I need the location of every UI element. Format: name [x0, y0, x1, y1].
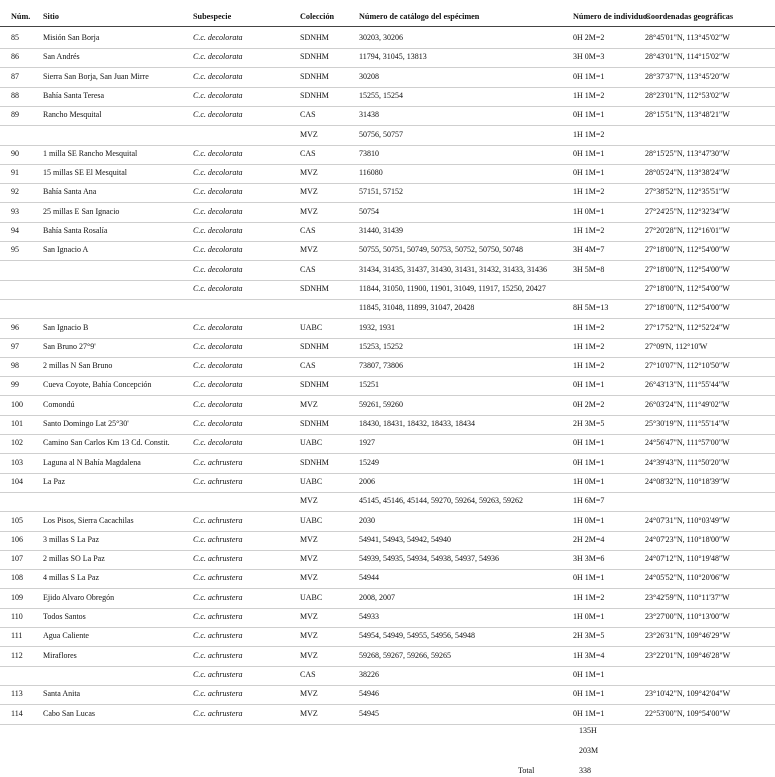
cell-coleccion: SDNHM [300, 90, 329, 100]
cell-catalogo: 15251 [359, 380, 379, 390]
table-header [0, 12, 775, 27]
cell-coleccion: CAS [300, 264, 316, 274]
cell-subespecie: C.c. decolorata [193, 419, 243, 428]
cell-catalogo: 15249 [359, 457, 379, 467]
cell-coleccion: MVZ [300, 612, 318, 621]
cell-catalogo: 2008, 2007 [359, 592, 395, 602]
cell-num: 99 [11, 380, 19, 390]
cell-sitio: Bahía Santa Ana [43, 187, 97, 197]
cell-coordenadas: 28°15'51"N, 113°48'21"W [645, 110, 730, 120]
cell-coordenadas: 24°56'47"N, 111°57'00"W [645, 438, 730, 448]
table-row [0, 550, 775, 570]
cell-catalogo: 2030 [359, 515, 375, 525]
cell-num: 102 [11, 438, 23, 448]
table-row [0, 531, 775, 551]
cell-catalogo: 54941, 54943, 54942, 54940 [359, 534, 451, 544]
cell-subespecie: C.c. achrustera [193, 534, 243, 544]
cell-catalogo: 50754 [359, 206, 379, 216]
cell-subespecie: C.c. decolorata [193, 341, 243, 351]
cell-coordenadas: 27°18'00"N, 112°54'00"W [645, 283, 730, 293]
cell-num: 103 [11, 457, 23, 467]
cell-catalogo: 31434, 31435, 31437, 31430, 31431, 31432, 31433, 31436 [359, 264, 547, 274]
cell-catalogo: 31440, 31439 [359, 226, 403, 235]
cell-catalogo: 11845, 31048, 11899, 31047, 20428 [359, 303, 475, 313]
cell-catalogo: 54939, 54935, 54934, 54938, 54937, 54936 [359, 554, 499, 564]
cell-num: 113 [11, 689, 23, 699]
cell-individuos: 2H 3M=5 [573, 631, 605, 641]
cell-individuos: 1H 1M=2 [573, 226, 605, 235]
cell-individuos: 3H 5M=8 [573, 264, 605, 274]
cell-individuos: 1H 3M=4 [573, 650, 605, 660]
cell-individuos: 1H 1M=2 [573, 90, 605, 100]
header-sitio: Sitio [43, 12, 59, 21]
cell-num: 92 [11, 187, 19, 197]
cell-subespecie: C.c. achrustera [193, 708, 243, 718]
cell-subespecie: C.c. decolorata [193, 90, 243, 100]
cell-coordenadas: 28°15'25"N, 113°47'30"W [645, 148, 730, 158]
cell-subespecie: C.c. achrustera [193, 592, 243, 602]
cell-individuos: 2H 2M=4 [573, 534, 605, 544]
cell-individuos: 1H 6M=7 [573, 496, 605, 506]
cell-individuos: 0H 1M=1 [573, 110, 605, 120]
cell-num: 105 [11, 515, 23, 525]
cell-sitio: 2 millas N San Bruno [43, 361, 113, 371]
cell-sitio: Cabo San Lucas [43, 708, 95, 718]
cell-coordenadas: 24°08'32"N, 110°18'39"W [645, 476, 730, 486]
cell-num: 106 [11, 534, 23, 544]
cell-catalogo: 15255, 15254 [359, 90, 403, 100]
cell-subespecie: C.c. decolorata [193, 322, 243, 332]
cell-coordenadas: 23°22'01"N, 109°46'28"W [645, 650, 731, 660]
cell-subespecie: C.c. decolorata [193, 245, 243, 255]
cell-coleccion: MVZ [300, 168, 318, 178]
table-row [0, 357, 775, 377]
header-num: Núm. [11, 12, 31, 21]
cell-num: 109 [11, 592, 23, 602]
cell-coordenadas: 23°27'00"N, 110°13'00"W [645, 612, 730, 621]
cell-sitio: San Andrés [43, 52, 80, 62]
table-row [0, 29, 775, 49]
cell-coordenadas: 27°24'25"N, 112°32'34"W [645, 206, 730, 216]
cell-coordenadas: 23°42'59"N, 110°11'37"W [645, 592, 730, 602]
cell-coleccion: UABC [300, 592, 323, 602]
cell-num: 94 [11, 226, 19, 235]
cell-individuos: 0H 1M=1 [573, 71, 605, 81]
table-row [0, 68, 775, 88]
header-catalogo: Número de catálogo del espécimen [359, 12, 480, 21]
cell-subespecie: C.c. decolorata [193, 226, 243, 235]
table-row [0, 569, 775, 589]
cell-coordenadas: 24°07'12"N, 110°19'48"W [645, 554, 730, 564]
cell-sitio: Todos Santos [43, 612, 86, 621]
cell-coleccion: MVZ [300, 245, 318, 255]
cell-individuos: 0H 1M=1 [573, 380, 605, 390]
cell-individuos: 1H 1M=2 [573, 129, 605, 139]
cell-individuos: 0H 1M=1 [573, 438, 605, 448]
table-row [0, 454, 775, 474]
cell-subespecie: C.c. decolorata [193, 361, 243, 371]
table-row [0, 434, 775, 454]
table-row [0, 241, 775, 261]
cell-num: 95 [11, 245, 19, 255]
cell-coleccion: CAS [300, 669, 316, 679]
cell-sitio: Bahía Santa Teresa [43, 90, 105, 100]
table-row [0, 183, 775, 203]
table-row [0, 492, 775, 512]
table-row [0, 87, 775, 107]
cell-coordenadas: 26°03'24"N, 111°49'02"W [645, 399, 730, 409]
cell-subespecie: C.c. achrustera [193, 689, 243, 699]
cell-individuos: 1H 0M=1 [573, 206, 605, 216]
cell-individuos: 0H 1M=1 [573, 168, 605, 178]
cell-subespecie: C.c. decolorata [193, 283, 243, 293]
cell-individuos: 1H 1M=2 [573, 361, 605, 371]
cell-sitio: Misión San Borja [43, 33, 100, 42]
cell-coleccion: MVZ [300, 554, 318, 564]
cell-catalogo: 15253, 15252 [359, 341, 403, 351]
cell-coordenadas: 28°43'01"N, 114°15'02"W [645, 52, 730, 62]
table-row [0, 203, 775, 223]
cell-sitio: Laguna al N Bahía Magdalena [43, 457, 141, 467]
cell-individuos: 0H 2M=2 [573, 399, 605, 409]
cell-individuos: 0H 2M=2 [573, 33, 605, 42]
table-row [0, 647, 775, 667]
cell-coleccion: SDNHM [300, 52, 329, 62]
cell-individuos: 3H 4M=7 [573, 245, 605, 255]
cell-coordenadas: 28°37'37"N, 113°45'20"W [645, 71, 730, 81]
table-row [0, 512, 775, 532]
cell-num: 96 [11, 322, 19, 332]
cell-sitio: Bahía Santa Rosalía [43, 226, 108, 235]
cell-catalogo: 1927 [359, 438, 375, 448]
cell-coleccion: MVZ [300, 689, 318, 699]
cell-individuos: 1H 0M=1 [573, 515, 605, 525]
cell-catalogo: 59268, 59267, 59266, 59265 [359, 650, 451, 660]
cell-num: 88 [11, 90, 19, 100]
cell-catalogo: 31438 [359, 110, 379, 120]
cell-coleccion: SDNHM [300, 457, 329, 467]
cell-sitio: Los Pisos, Sierra Cacachilas [43, 515, 134, 525]
cell-num: 93 [11, 206, 19, 216]
cell-catalogo: 54933 [359, 612, 379, 621]
cell-coordenadas: 24°39'43"N, 111°50'20"W [645, 457, 730, 467]
cell-coleccion: UABC [300, 476, 323, 486]
cell-num: 85 [11, 33, 19, 42]
cell-catalogo: 73810 [359, 148, 379, 158]
cell-catalogo: 57151, 57152 [359, 187, 403, 197]
cell-sitio: San Ignacio A [43, 245, 89, 255]
table-row [0, 319, 775, 339]
cell-num: 111 [11, 631, 23, 641]
cell-coordenadas: 27°18'00"N, 112°54'00"W [645, 245, 730, 255]
table-row [0, 280, 775, 300]
cell-coleccion: MVZ [300, 573, 318, 583]
cell-catalogo: 38226 [359, 669, 379, 679]
table-row [0, 685, 775, 705]
cell-catalogo: 1932, 1931 [359, 322, 395, 332]
cell-catalogo: 18430, 18431, 18432, 18433, 18434 [359, 419, 475, 428]
cell-coordenadas: 27°17'52"N, 112°52'24"W [645, 322, 730, 332]
cell-catalogo: 73807, 73806 [359, 361, 403, 371]
cell-subespecie: C.c. achrustera [193, 612, 243, 621]
cell-individuos: 0H 1M=1 [573, 669, 605, 679]
cell-individuos: 1H 1M=2 [573, 322, 605, 332]
cell-coordenadas: 28°23'01"N, 112°53'02"W [645, 90, 730, 100]
cell-coleccion: SDNHM [300, 283, 329, 293]
total-label: Total [518, 766, 535, 775]
table-row [0, 608, 775, 628]
cell-subespecie: C.c. decolorata [193, 52, 243, 62]
cell-coordenadas: 23°26'31"N, 109°46'29"W [645, 631, 731, 641]
cell-coordenadas: 25°30'19"N, 111°55'14"W [645, 419, 730, 428]
cell-catalogo: 59261, 59260 [359, 399, 403, 409]
cell-subespecie: C.c. decolorata [193, 168, 243, 178]
cell-subespecie: C.c. achrustera [193, 457, 243, 467]
cell-coleccion: CAS [300, 226, 316, 235]
cell-subespecie: C.c. achrustera [193, 631, 243, 641]
cell-subespecie: C.c. decolorata [193, 71, 243, 81]
cell-catalogo: 54946 [359, 689, 379, 699]
cell-sitio: Sierra San Borja, San Juan Mirre [43, 71, 149, 81]
cell-catalogo: 11794, 31045, 13813 [359, 52, 427, 62]
cell-coleccion: UABC [300, 322, 323, 332]
table-row [0, 164, 775, 184]
cell-catalogo: 2006 [359, 476, 375, 486]
cell-subespecie: C.c. achrustera [193, 573, 243, 583]
cell-individuos: 0H 1M=1 [573, 148, 605, 158]
cell-num: 91 [11, 168, 19, 178]
table-row [0, 126, 775, 146]
cell-catalogo: 45145, 45146, 45144, 59270, 59264, 59263, 59262 [359, 496, 523, 506]
cell-coleccion: CAS [300, 361, 316, 371]
cell-coordenadas: 26°43'13"N, 111°55'44"W [645, 380, 730, 390]
cell-coordenadas: 27°18'00"N, 112°54'00"W [645, 264, 730, 274]
cell-subespecie: C.c. decolorata [193, 148, 243, 158]
cell-sitio: 15 millas SE El Mesquital [43, 168, 127, 178]
cell-num: 112 [11, 650, 23, 660]
cell-num: 107 [11, 554, 23, 564]
cell-catalogo: 30208 [359, 71, 379, 81]
cell-catalogo: 116080 [359, 168, 383, 178]
table-row [0, 396, 775, 416]
cell-sitio: Miraflores [43, 650, 77, 660]
header-subespecie: Subespecie [193, 12, 232, 21]
table-row [0, 627, 775, 647]
cell-subespecie: C.c. decolorata [193, 187, 243, 197]
cell-num: 90 [11, 148, 19, 158]
table-row [0, 338, 775, 358]
cell-coleccion: MVZ [300, 650, 318, 660]
cell-coordenadas: 22°53'00"N, 109°54'00"W [645, 708, 731, 718]
cell-catalogo: 11844, 31050, 11900, 11901, 31049, 11917, 15250, 20427 [359, 283, 546, 293]
cell-sitio: San Bruno 27°9' [43, 341, 96, 351]
cell-coordenadas: 27°38'52"N, 112°35'51"W [645, 187, 730, 197]
cell-sitio: 1 milla SE Rancho Mesquital [43, 148, 138, 158]
cell-coleccion: MVZ [300, 399, 318, 409]
header-coleccion: Colección [300, 12, 335, 21]
cell-subespecie: C.c. decolorata [193, 380, 243, 390]
total-value: 338 [579, 766, 591, 775]
cell-coordenadas: 28°45'01"N, 113°45'02"W [645, 33, 730, 42]
cell-coleccion: SDNHM [300, 419, 329, 428]
cell-individuos: 1H 1M=2 [573, 592, 605, 602]
cell-num: 110 [11, 612, 23, 621]
cell-coordenadas: 23°10'42"N, 109°42'04"W [645, 689, 731, 699]
table-row [0, 106, 775, 126]
cell-catalogo: 54954, 54949, 54955, 54956, 54948 [359, 631, 475, 641]
cell-sitio: Ejido Alvaro Obregón [43, 592, 115, 602]
cell-coleccion: CAS [300, 148, 316, 158]
cell-sitio: 3 millas S La Paz [43, 534, 99, 544]
cell-subespecie: C.c. achrustera [193, 669, 243, 679]
header-individuos: Número de individuos [573, 12, 651, 21]
cell-num: 108 [11, 573, 23, 583]
cell-coordenadas: 27°09'N, 112°10'W [645, 341, 708, 351]
table-row [0, 705, 775, 725]
cell-subespecie: C.c. decolorata [193, 438, 243, 448]
cell-catalogo: 54944 [359, 573, 379, 583]
cell-individuos: 0H 1M=1 [573, 573, 605, 583]
total-machos: 203M [579, 746, 599, 755]
cell-coordenadas: 27°18'00"N, 112°54'00"W [645, 303, 730, 313]
cell-coordenadas: 24°07'31"N, 110°03'49"W [645, 515, 730, 525]
cell-num: 98 [11, 361, 19, 371]
cell-sitio: Agua Caliente [43, 631, 89, 641]
cell-coleccion: SDNHM [300, 341, 329, 351]
cell-coleccion: SDNHM [300, 33, 329, 42]
table-row [0, 48, 775, 68]
cell-subespecie: C.c. achrustera [193, 515, 243, 525]
cell-coleccion: SDNHM [300, 380, 329, 390]
table-row [0, 473, 775, 493]
cell-individuos: 3H 0M=3 [573, 52, 605, 62]
cell-sitio: Camino San Carlos Km 13 Cd. Constit. [43, 438, 170, 448]
cell-num: 87 [11, 71, 19, 81]
cell-sitio: 25 millas E San Ignacio [43, 206, 120, 216]
cell-sitio: Comondú [43, 399, 75, 409]
cell-catalogo: 30203, 30206 [359, 33, 403, 42]
cell-individuos: 0H 1M=1 [573, 708, 605, 718]
cell-sitio: Rancho Mesquital [43, 110, 102, 120]
cell-individuos: 3H 3M=6 [573, 554, 605, 564]
table-row [0, 222, 775, 242]
cell-coleccion: UABC [300, 515, 323, 525]
cell-coordenadas: 24°07'23"N, 110°18'00"W [645, 534, 730, 544]
cell-individuos: 1H 1M=2 [573, 187, 605, 197]
cell-sitio: 2 millas SO La Paz [43, 554, 105, 564]
table-row [0, 299, 775, 319]
cell-individuos: 2H 3M=5 [573, 419, 605, 428]
table-row [0, 415, 775, 435]
cell-coleccion: MVZ [300, 206, 318, 216]
table-row [0, 666, 775, 686]
cell-coleccion: CAS [300, 110, 316, 120]
cell-individuos: 8H 5M=13 [573, 303, 609, 313]
table-row [0, 589, 775, 609]
cell-sitio: Cueva Coyote, Bahía Concepción [43, 380, 152, 390]
cell-coordenadas: 24°05'52"N, 110°20'06"W [645, 573, 730, 583]
cell-sitio: Santa Anita [43, 689, 81, 699]
cell-num: 104 [11, 476, 23, 486]
cell-coleccion: MVZ [300, 187, 318, 197]
cell-coleccion: MVZ [300, 534, 318, 544]
cell-num: 97 [11, 341, 19, 351]
cell-subespecie: C.c. decolorata [193, 33, 243, 42]
cell-coordenadas: 28°05'24"N, 113°38'24"W [645, 168, 730, 178]
cell-sitio: San Ignacio B [43, 322, 89, 332]
header-coordenadas: Coordenadas geográficas [645, 12, 734, 21]
cell-subespecie: C.c. achrustera [193, 650, 243, 660]
cell-coleccion: MVZ [300, 496, 318, 506]
cell-individuos: 0H 1M=1 [573, 457, 605, 467]
cell-coordenadas: 27°10'07"N, 112°10'50"W [645, 361, 730, 371]
cell-subespecie: C.c. decolorata [193, 110, 243, 120]
cell-subespecie: C.c. decolorata [193, 264, 243, 274]
table-row [0, 376, 775, 396]
cell-coleccion: MVZ [300, 708, 318, 718]
cell-num: 101 [11, 419, 23, 428]
cell-subespecie: C.c. decolorata [193, 399, 243, 409]
cell-individuos: 1H 0M=1 [573, 612, 605, 621]
cell-num: 86 [11, 52, 19, 62]
cell-subespecie: C.c. achrustera [193, 476, 243, 486]
cell-catalogo: 50755, 50751, 50749, 50753, 50752, 50750, 50748 [359, 245, 523, 255]
cell-subespecie: C.c. decolorata [193, 206, 243, 216]
cell-sitio: Santo Domingo Lat 25°30' [43, 419, 129, 428]
cell-individuos: 1H 0M=1 [573, 476, 605, 486]
cell-sitio: 4 millas S La Paz [43, 573, 99, 583]
cell-num: 100 [11, 399, 23, 409]
cell-coleccion: UABC [300, 438, 323, 448]
cell-num: 89 [11, 110, 19, 120]
cell-individuos: 0H 1M=1 [573, 689, 605, 699]
table-row [0, 145, 775, 165]
total-hembras: 135H [579, 726, 597, 735]
cell-coleccion: MVZ [300, 631, 318, 641]
cell-subespecie: C.c. achrustera [193, 554, 243, 564]
cell-sitio: La Paz [43, 476, 65, 486]
cell-coleccion: MVZ [300, 129, 318, 139]
cell-catalogo: 50756, 50757 [359, 129, 403, 139]
cell-coordenadas: 27°20'28"N, 112°16'01"W [645, 226, 730, 235]
cell-individuos: 1H 1M=2 [573, 341, 605, 351]
cell-coleccion: SDNHM [300, 71, 329, 81]
cell-catalogo: 54945 [359, 708, 379, 718]
table-row [0, 261, 775, 281]
cell-num: 114 [11, 708, 23, 718]
